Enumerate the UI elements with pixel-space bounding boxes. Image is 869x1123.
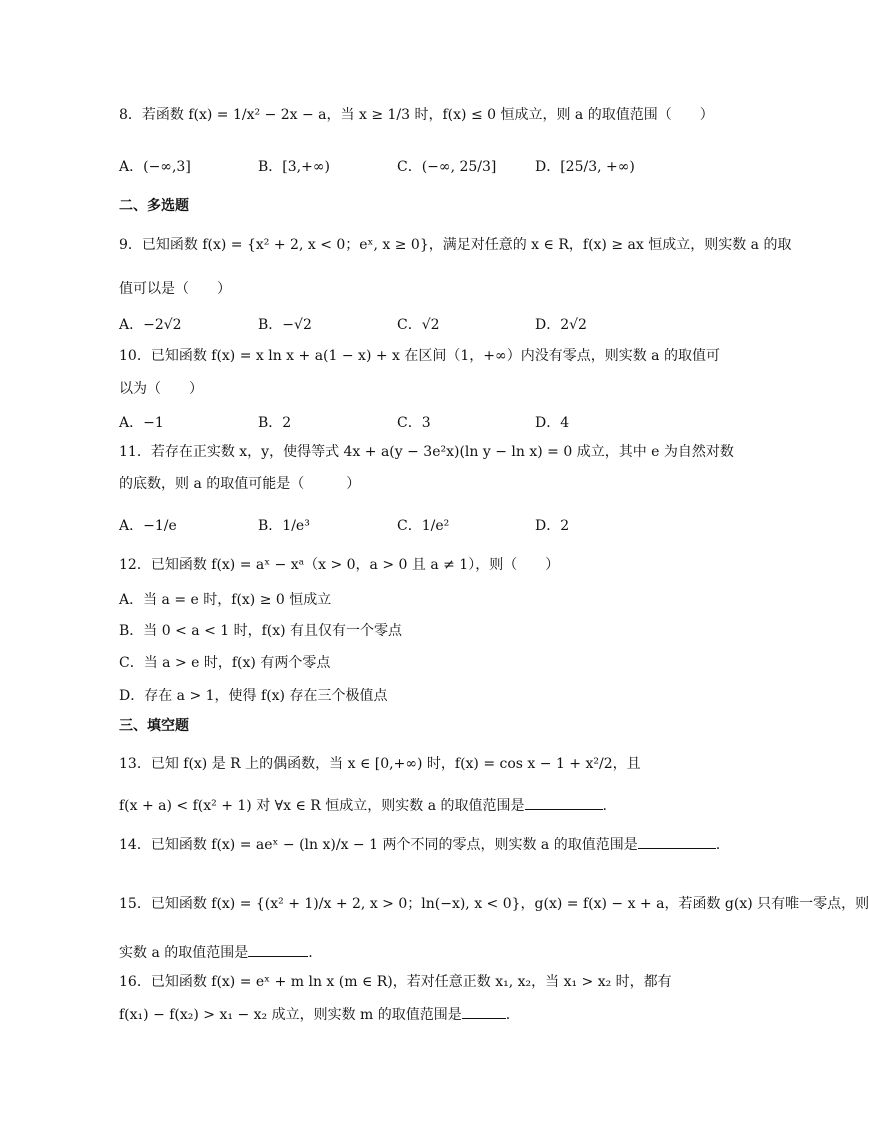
q11-option-a: A．−1/e xyxy=(119,518,177,534)
q9-option-d: D．2√2 xyxy=(535,317,587,333)
section-fill-in: 三、填空题 xyxy=(119,718,189,734)
q10-option-a: A．−1 xyxy=(119,415,164,431)
q14-stem: 14．已知函数 f(x) = aeˣ − (ln x)/x − 1 两个不同的零点，则实数 a 的取值范围是 xyxy=(119,837,638,853)
q12-option-a: A．当 a = e 时，f(x) ≥ 0 恒成立 xyxy=(119,592,332,608)
q12-option-c: C．当 a > e 时，f(x) 有两个零点 xyxy=(119,655,331,671)
section-multi-choice: 二、多选题 xyxy=(119,198,189,214)
q13-stem-cont xyxy=(119,795,607,815)
q8-option-c: C．(−∞, 25/3] xyxy=(397,159,497,175)
q12-option-b: B．当 0 < a < 1 时，f(x) 有且仅有一个零点 xyxy=(119,623,403,639)
q16-answer-blank[interactable] xyxy=(462,1004,506,1019)
q12-option-d: D．存在 a > 1，使得 f(x) 存在三个极值点 xyxy=(119,688,388,704)
q13-stem-cont-text: f(x + a) < f(x² + 1) 对 ∀x ∈ R 恒成立，则实数 a 的取值范围是 xyxy=(119,798,525,814)
q9-option-b: B．−√2 xyxy=(258,317,312,333)
q10-option-b: B．2 xyxy=(258,415,292,431)
q11-stem-cont: 的底数，则 a 的取值可能是（ ） xyxy=(119,476,361,492)
q16-stem-cont-text: f(x₁) − f(x₂) > x₁ − x₂ 成立，则实数 m 的取值范围是 xyxy=(119,1007,462,1023)
q14-answer-blank[interactable] xyxy=(638,834,716,849)
q8-option-b: B．[3,+∞) xyxy=(258,159,330,175)
q10-stem: 10．已知函数 f(x) = x ln x + a(1 − x) + x 在区间（1，+∞）内没有零点，则实数 a 的取值可 xyxy=(119,348,720,364)
q10-stem-cont: 以为（ ） xyxy=(119,381,203,397)
q9-option-a: A．−2√2 xyxy=(119,317,182,333)
q14-end: . xyxy=(715,837,721,853)
q15-end: . xyxy=(308,945,313,961)
q10-option-c: C．3 xyxy=(397,415,431,431)
q16-end: . xyxy=(505,1007,511,1023)
q13-stem: 13．已知 f(x) 是 R 上的偶函数，当 x ∈ [0,+∞) 时，f(x) = cos x − 1 + x²/2，且 xyxy=(119,756,641,772)
q10-option-d: D．4 xyxy=(535,415,570,431)
q15-answer-blank[interactable] xyxy=(248,942,308,957)
q14-stem-line xyxy=(119,834,720,854)
q13-end: . xyxy=(602,798,607,814)
q9-stem: 9．已知函数 f(x) = {x² + 2, x < 0；eˣ, x ≥ 0}，满足对任意的 x ∈ R，f(x) ≥ ax 恒成立，则实数 a 的取 xyxy=(119,237,792,253)
q16-stem: 16．已知函数 f(x) = eˣ + m ln x (m ∈ R)，若对任意正数 x₁, x₂，当 x₁ > x₂ 时，都有 xyxy=(119,974,672,990)
q11-option-d: D．2 xyxy=(535,518,570,534)
q16-stem-cont xyxy=(119,1004,510,1024)
q8-stem: 8．若函数 f(x) = 1/x² − 2x − a，当 x ≥ 1/3 时，f(x) ≤ 0 恒成立，则 a 的取值范围（ ） xyxy=(119,107,714,123)
q8-option-d: D．[25/3, +∞) xyxy=(535,159,635,175)
q11-option-c: C．1/e² xyxy=(397,518,450,534)
q15-stem: 15．已知函数 f(x) = {(x² + 1)/x + 2, x > 0；ln(−x), x < 0}，g(x) = f(x) − x + a，若函数 g(x) 只有唯一零点，则 xyxy=(119,896,869,912)
q11-stem: 11．若存在正实数 x，y，使得等式 4x + a(y − 3e²x)(ln y − ln x) = 0 成立，其中 e 为自然对数 xyxy=(119,444,734,460)
q8-option-a: A．(−∞,3] xyxy=(119,159,191,175)
q9-option-c: C．√2 xyxy=(397,317,440,333)
q15-stem-cont xyxy=(119,942,313,962)
q13-answer-blank[interactable] xyxy=(525,795,603,810)
q15-stem-cont-text: 实数 a 的取值范围是 xyxy=(119,945,249,961)
q9-stem-cont: 值可以是（ ） xyxy=(119,281,231,297)
q12-stem: 12．已知函数 f(x) = aˣ − xᵃ（x > 0，a > 0 且 a ≠ 1），则（ ） xyxy=(119,557,560,573)
q11-option-b: B．1/e³ xyxy=(258,518,310,534)
